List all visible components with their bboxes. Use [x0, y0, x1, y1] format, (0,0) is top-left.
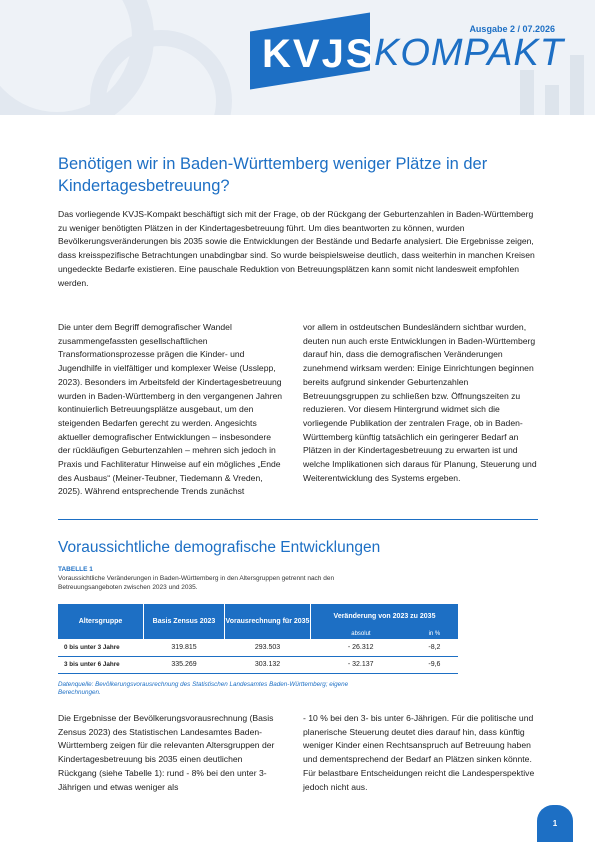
- table-caption: Voraussichtliche Veränderungen in Baden-Württemberg in den Altersgruppen getrennt nach den Betreuungsangeboten zwischen 2023 und 2035.: [58, 575, 335, 591]
- header-change: Veränderung von 2023 zu 2035: [311, 604, 459, 629]
- table-row: [58, 656, 458, 673]
- decor-bar: [545, 85, 559, 115]
- row-pct: -9,6: [428, 661, 441, 668]
- row-abs: - 26.312: [347, 643, 374, 651]
- decor-bar: [520, 70, 534, 115]
- header-banner: [0, 0, 595, 115]
- page-number: 1: [552, 819, 558, 828]
- page-title: Benötigen wir in Baden-Württemberg weniger Plätze in der Kindertagesbetreuung?: [58, 155, 488, 195]
- row-abs: - 32.137: [347, 661, 374, 668]
- logo-kvjs: KVJS: [262, 32, 375, 76]
- row-basis: 319.815: [171, 643, 197, 651]
- header-altersgruppe: Altersgruppe: [58, 604, 144, 639]
- edition-label: Ausgabe 2 / 07.2026: [469, 24, 555, 34]
- header-pct: in %: [411, 629, 458, 639]
- row-group: 3 bis unter 6 Jahre: [64, 661, 120, 668]
- body-column-4: - 10 % bei den 3- bis unter 6-Jährigen. Für die politische und planerische Steuerung deutet dies darauf hin, dass künftig weniger Kinder einen Rechtsanspruch auf Betreuung haben und dementsprechend der Bedarf an Plätzen sinken könnte. Für belastbare Entscheidungen reicht die Landesperspektive jedoch nicht aus.: [303, 713, 535, 792]
- row-pct: -8,2: [428, 643, 441, 651]
- body-column-1: Die unter dem Begriff demografischer Wandel zusammengefassten gesellschaftlichen Transformationsprozesse prägen die Kinder- und Jugendhilfe in vielfältiger und komplexer Weise (Usslepp, 2023). Besonders im Arbeitsfeld der Kindertagesbetreuung wurden in Baden-Württemberg in den vergangenen Jahren kontinuierlich Betreuungsplätze ausgebaut, um den steigenden Bedarfen gerecht zu werden. Angesichts aktueller demografischer Entwicklungen – insbesondere der rückläufigen Geburtenzahlen – mehren sich jedoch in Praxis und Fachliteratur Hinweise auf ein mögliches „Ende des Ausbaus“ (Meiner-Teubner, Tiedemann & Vreden, 2025). Während entsprechende Trends zunächst: [58, 322, 283, 497]
- page-number-badge: [537, 805, 573, 842]
- header-abs: absolut: [311, 629, 411, 639]
- lead-paragraph: Das vorliegende KVJS-Kompakt beschäftigt sich mit der Frage, ob der Rückgang der Geburtenzahlen in Baden-Württemberg zu weniger benötigten Plätzen in der Kindertagesbetreuung führt. Um dies beantworten zu können, wurden Bevölkerungsveränderungen bis 2035 sowie die Entwicklungen der Bestände und Bedarfe analysiert. Die Ergebnisse zeigen, dass kreisspezifische Betrachtungen unabdingbar sind. So wurde beispielsweise deutlich, dass weiterhin in manchen Kreisen ungedeckte Bedarfe existieren. Eine pauschale Reduktion von Betreuungsplätzen kann somit nicht landesweit empfohlen werden.: [58, 209, 535, 288]
- header-forecast: Vorausrechnung für 2035: [225, 604, 311, 639]
- section-heading: Voraussichtliche demografische Entwicklungen: [58, 539, 381, 556]
- table-label: TABELLE 1: [58, 566, 93, 573]
- section-divider: [58, 519, 538, 520]
- body-column-2: vor allem in ostdeutschen Bundesländern sichtbar wurden, deuten nun auch erste Entwicklungen in Baden-Württemberg darauf hin, dass die demografischen Veränderungen zunehmend wirksam werden: Einige Einrichtungen beginnen bereits aufgrund sinkender Geburtenzahlen Betreuungsgruppen zu schließen bzw. Öffnungszeiten zu reduzieren. Vor diesem Hintergrund widmet sich die vorliegende Publikation der zentralen Frage, ob in Baden-Württemberg künftig tatsächlich ein geringerer Bedarf an Plätzen in der Kindertagesbetreuung zu erwarten ist und welche Implikationen sich daraus für Planung, Steuerung und Weiterentwicklung des Systems ergeben.: [303, 322, 537, 483]
- row-forecast: 303.132: [254, 661, 281, 668]
- row-basis: 335.269: [171, 661, 197, 668]
- logo-kompakt: KOMPAKT: [374, 32, 564, 74]
- decor-bar: [570, 55, 584, 115]
- table-row: [58, 639, 458, 656]
- data-table: [58, 604, 458, 674]
- row-forecast: 293.503: [254, 643, 281, 651]
- header-basis: Basis Zensus 2023: [144, 604, 225, 639]
- body-column-3: Die Ergebnisse der Bevölkerungsvorausrechnung (Basis Zensus 2023) des Statistischen Landesamtes Baden-Württemberg zeigen für die relevanten Altersgruppen der Kindertagesbetreuung bis 2035 einen deutlichen Rückgang (siehe Tabelle 1): rund - 8% bei den unter 3-Jährigen und etwas weniger als: [58, 713, 275, 792]
- row-group: 0 bis unter 3 Jahre: [64, 643, 120, 651]
- table-source-note: Datenquelle: Bevölkerungsvorausrechnung des Statistischen Landesamtes Baden-Württemberg; eigene Berechnungen.: [58, 681, 349, 697]
